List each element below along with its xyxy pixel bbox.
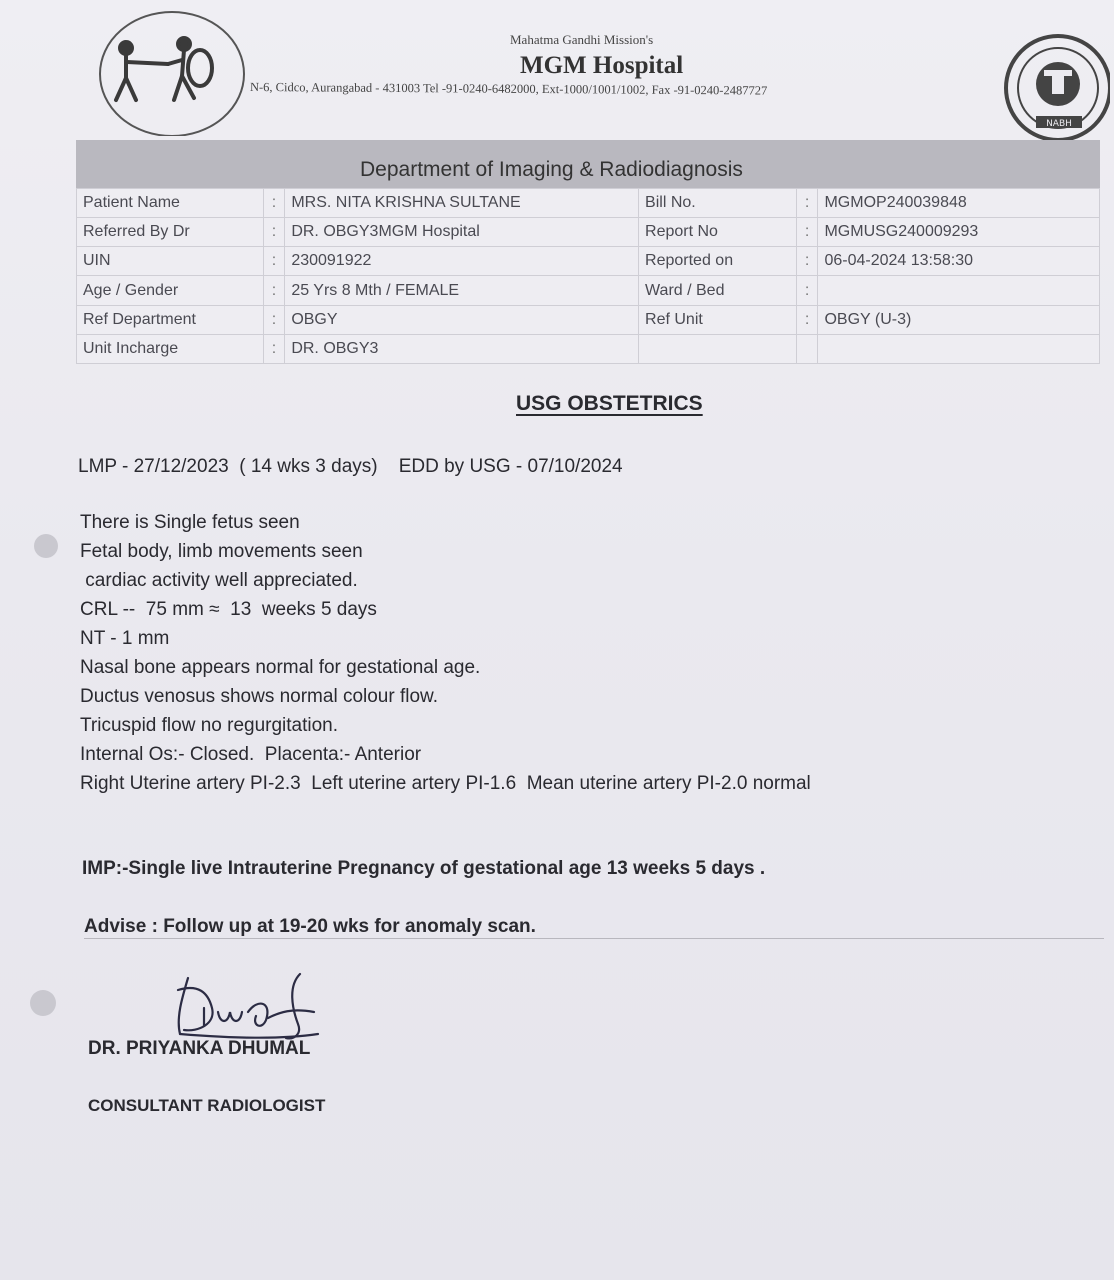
- label-ward-bed: Ward / Bed: [639, 276, 797, 305]
- table-row: [77, 276, 1100, 305]
- finding-line: Nasal bone appears normal for gestational age.: [80, 657, 481, 678]
- label-unit-incharge: Unit Incharge: [77, 334, 264, 363]
- org-parent-name: Mahatma Gandhi Mission's: [510, 32, 654, 47]
- finding-line: Ductus venosus shows normal colour flow.: [80, 686, 438, 707]
- advise: Advise : Follow up at 19-20 wks for anomaly scan.: [84, 916, 536, 937]
- punch-hole: [34, 534, 58, 558]
- signature: [168, 968, 328, 1046]
- finding-line: cardiac activity well appreciated.: [80, 570, 358, 591]
- table-row: [77, 247, 1100, 276]
- accreditation-logo-text: NABH: [1046, 119, 1072, 129]
- value-ref-department: OBGY: [285, 305, 639, 334]
- department-title: Department of Imaging & Radiodiagnosis: [360, 158, 743, 181]
- divider: [84, 938, 1104, 939]
- hospital-address: N-6, Cidco, Aurangabad - 431003 Tel -91-0240-6482000, Ext-1000/1001/1002, Fax -91-0240-2487727: [249, 80, 768, 98]
- colon: :: [796, 218, 818, 247]
- value-ward-bed: [818, 276, 1100, 305]
- colon: :: [263, 276, 285, 305]
- empty-cell: [818, 334, 1100, 363]
- value-patient-name: MRS. NITA KRISHNA SULTANE: [285, 189, 639, 218]
- colon: :: [796, 189, 818, 218]
- value-reported-on: 06-04-2024 13:58:30: [818, 247, 1100, 276]
- value-bill-no: MGMOP240039848: [818, 189, 1100, 218]
- value-age-gender: 25 Yrs 8 Mth / FEMALE: [285, 276, 639, 305]
- punch-hole: [30, 990, 56, 1016]
- table-row: [77, 218, 1100, 247]
- value-uin: 230091922: [285, 247, 639, 276]
- value-ref-unit: OBGY (U-3): [818, 305, 1100, 334]
- value-referred-by: DR. OBGY3MGM Hospital: [285, 218, 639, 247]
- hospital-name: MGM Hospital: [520, 52, 684, 79]
- colon: :: [263, 334, 285, 363]
- finding-line: Right Uterine artery PI-2.3 Left uterine artery PI-1.6 Mean uterine artery PI-2.0 normal: [80, 773, 811, 794]
- label-ref-unit: Ref Unit: [639, 305, 797, 334]
- label-referred-by: Referred By Dr: [77, 218, 264, 247]
- label-reported-on: Reported on: [639, 247, 797, 276]
- finding-line: CRL -- 75 mm ≈ 13 weeks 5 days: [80, 599, 377, 620]
- value-unit-incharge: DR. OBGY3: [285, 334, 639, 363]
- hospital-logo: [96, 8, 246, 136]
- impression: IMP:-Single live Intrauterine Pregnancy of gestational age 13 weeks 5 days .: [82, 858, 766, 879]
- findings-list: [80, 508, 811, 798]
- finding-line: Tricuspid flow no regurgitation.: [80, 715, 339, 736]
- finding-line: Fetal body, limb movements seen: [80, 541, 363, 562]
- table-row: [77, 305, 1100, 334]
- lmp-edd-line: LMP - 27/12/2023 ( 14 wks 3 days) EDD by USG - 07/10/2024: [78, 456, 623, 477]
- table-row: [77, 189, 1100, 218]
- colon: :: [263, 247, 285, 276]
- accreditation-logo: [1000, 30, 1110, 146]
- colon: :: [263, 218, 285, 247]
- value-report-no: MGMUSG240009293: [818, 218, 1100, 247]
- label-report-no: Report No: [639, 218, 797, 247]
- finding-line: There is Single fetus seen: [80, 512, 300, 533]
- label-age-gender: Age / Gender: [77, 276, 264, 305]
- table-row: [77, 334, 1100, 363]
- empty-cell: [796, 334, 818, 363]
- finding-line: NT - 1 mm: [80, 628, 170, 649]
- label-uin: UIN: [77, 247, 264, 276]
- colon: :: [796, 247, 818, 276]
- colon: :: [263, 189, 285, 218]
- label-bill-no: Bill No.: [639, 189, 797, 218]
- colon: :: [796, 276, 818, 305]
- colon: :: [796, 305, 818, 334]
- radiologist-title: CONSULTANT RADIOLOGIST: [88, 1096, 326, 1115]
- label-ref-department: Ref Department: [77, 305, 264, 334]
- radiologist-name: DR. PRIYANKA DHUMAL: [88, 1038, 311, 1059]
- report-title: USG OBSTETRICS: [516, 392, 703, 415]
- finding-line: Internal Os:- Closed. Placenta:- Anterior: [80, 744, 422, 765]
- label-patient-name: Patient Name: [77, 189, 264, 218]
- colon: :: [263, 305, 285, 334]
- empty-cell: [639, 334, 797, 363]
- patient-info-table: [76, 188, 1100, 364]
